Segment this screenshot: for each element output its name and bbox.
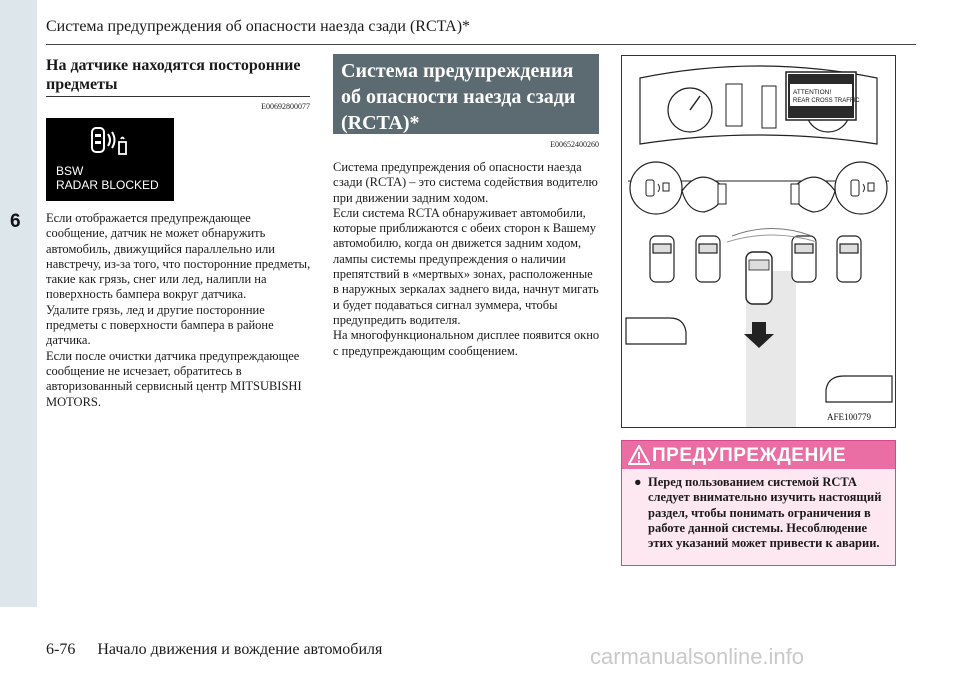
warning-header xyxy=(622,441,895,469)
mirror-warning-icon xyxy=(628,162,889,214)
bullet-icon: ● xyxy=(634,475,642,489)
header-divider xyxy=(46,44,916,45)
bsw-display-image xyxy=(46,118,174,201)
rcta-paragraph: Если система RCTA обнаруживает автомобили, которые приближаются с обеих сторон к Вашему автомобилю, когда он движется задним ходом, лампы системы предупреждения о наличии препятствий в «мертвых» зонах, расположенные в наружных зеркалах заднего вида, начнут мигать и будет подаваться сигнал зуммера, чтобы предупредить водителя. xyxy=(333,205,599,327)
left-section-code: E00692800077 xyxy=(261,102,310,111)
rcta-body-text xyxy=(333,160,601,359)
rcta-illustration xyxy=(621,55,896,428)
radar-blocked-label: RADAR BLOCKED xyxy=(56,178,159,192)
left-paragraph: Если после очистки датчика предупреждающее сообщение не исчезает, обратитесь в авторизованный сервисный центр MITSUBISHI MOTORS. xyxy=(46,348,302,409)
warning-body xyxy=(634,475,890,551)
car-radar-sensor-icon xyxy=(86,124,134,164)
bsw-label: BSW xyxy=(56,164,84,178)
site-watermark: carmanualsonline.info xyxy=(590,644,805,669)
page-header-title: Система предупреждения об опасности наезда сзади (RCTA)* xyxy=(46,18,471,35)
warning-box xyxy=(621,440,896,566)
warning-title: ПРЕДУПРЕЖДЕНИЕ xyxy=(652,445,847,466)
footer-section-title: Начало движения и вождение автомобиля xyxy=(97,641,383,658)
rcta-paragraph: На многофункциональном дисплее появится окно с предупреждающим сообщением. xyxy=(333,328,600,358)
left-section-heading: На датчике находятся посторонние предметы xyxy=(46,57,301,93)
display-attention-text: ATTENTION! xyxy=(793,89,832,96)
left-heading-divider xyxy=(46,96,310,97)
rcta-section-heading: Система предупреждения об опасности наезда сзади (RCTA)* xyxy=(333,54,599,134)
chapter-side-tab xyxy=(0,0,37,607)
page-footer xyxy=(46,641,382,659)
rcta-paragraph: Система предупреждения об опасности наезда сзади (RCTA) – это система содействия водителю при движении задним ходом. xyxy=(333,160,598,205)
chapter-number: 6 xyxy=(10,211,21,232)
left-body-text xyxy=(46,211,312,410)
page-number: 6-76 xyxy=(46,641,76,658)
warning-triangle-icon xyxy=(628,445,650,465)
rcta-illustration-svg xyxy=(622,56,895,427)
left-paragraph: Если отображается предупреждающее сообщение, датчик не может обнаружить автомобиль, движущийся параллельно или навстречу, из-за того, что посторонние предметы, такие как грязь, снег или лед, налипли на поверхность бампера вокруг датчика. xyxy=(46,211,311,302)
rcta-section-code: E00652400260 xyxy=(550,140,599,149)
instrument-cluster-icon xyxy=(640,66,877,144)
warning-text: Перед пользованием системой RCTA следует внимательно изучить настоящий раздел, чтобы понимать ограничения в работе данной системы. Несоблюдение этих указаний может привести к аварии. xyxy=(648,475,882,551)
figure-code: AFE100779 xyxy=(827,412,872,422)
display-rear-cross-text: REAR CROSS TRAFFIC xyxy=(793,98,860,104)
left-paragraph: Удалите грязь, лед и другие посторонние предметы с поверхности бампера в районе датчика. xyxy=(46,302,274,348)
